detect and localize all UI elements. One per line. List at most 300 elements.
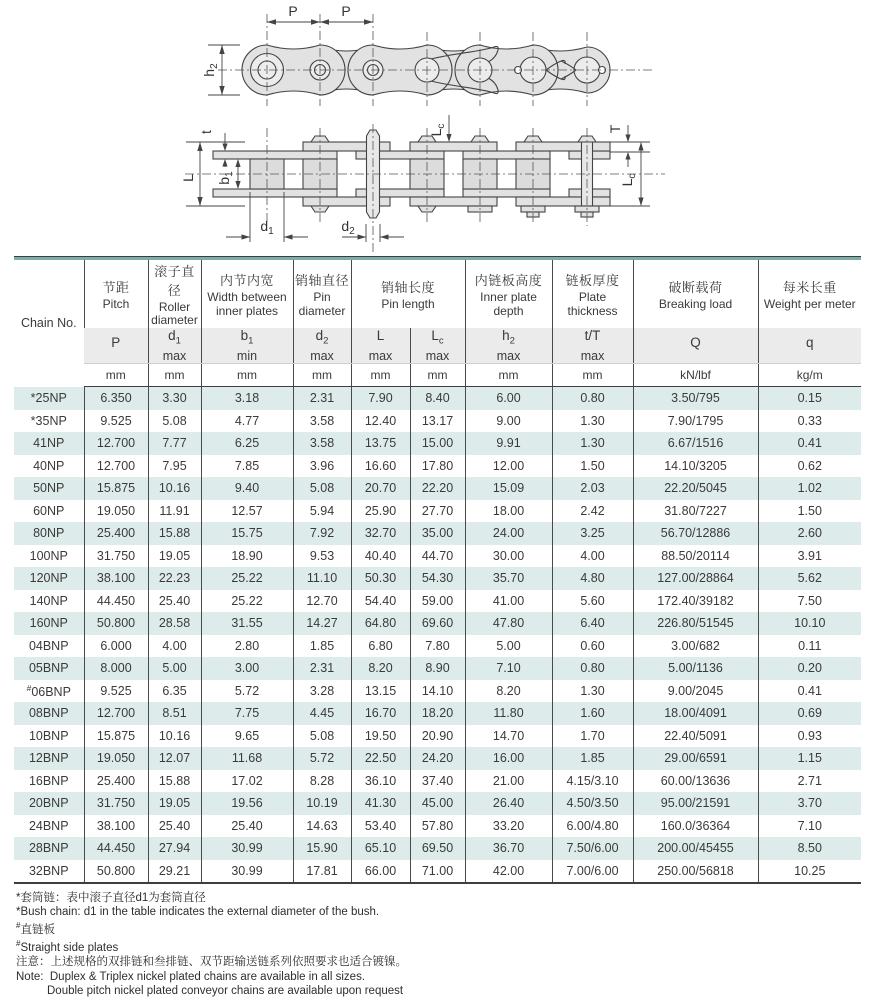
chain-no-cell: 04BNP bbox=[28, 638, 69, 653]
table-cell: 5.62 bbox=[758, 567, 861, 590]
table-cell: 8.20 bbox=[465, 680, 552, 703]
pitch-dim-label: P bbox=[288, 3, 298, 19]
h2-dim-label: $h_2$ bbox=[201, 63, 220, 77]
col-header-pin-diameter: 销轴直径 Pin diameter bbox=[293, 259, 351, 329]
table-cell: 26.40 bbox=[465, 792, 552, 815]
table-cell: 19.050 bbox=[84, 747, 148, 770]
table-cell: 13.15 bbox=[351, 680, 410, 703]
table-cell: 18.00 bbox=[465, 500, 552, 523]
table-cell: 18.00/4091 bbox=[633, 702, 758, 725]
symbol-cell: $d_2$ max bbox=[293, 328, 351, 364]
footnote-line: Note: Duplex & Triplex nickel plated chains are available in all sizes. bbox=[16, 970, 366, 983]
table-cell: 14.10 bbox=[410, 680, 465, 703]
unit-cell: mm bbox=[201, 364, 293, 387]
table-cell: 44.450 bbox=[84, 590, 148, 613]
chain-no-cell: 12BNP bbox=[14, 747, 84, 770]
table-cell: 12.07 bbox=[148, 747, 201, 770]
col-header-inner-plate-depth: 内链板高度 Inner plate depth bbox=[465, 259, 552, 329]
table-cell: 7.10 bbox=[758, 815, 861, 838]
table-cell: 15.75 bbox=[201, 522, 293, 545]
symbol-cell: P bbox=[84, 328, 148, 364]
table-cell: 6.35 bbox=[148, 680, 201, 703]
table-cell: 41.30 bbox=[351, 792, 410, 815]
table-cell: 0.15 bbox=[758, 387, 861, 410]
table-cell: 1.70 bbox=[552, 725, 633, 748]
chain-no-cell: *25NP bbox=[14, 387, 84, 410]
chain-drawing-svg bbox=[0, 0, 874, 256]
table-cell: 8.40 bbox=[410, 387, 465, 410]
table-cell: 25.22 bbox=[201, 567, 293, 590]
chain-spec-table bbox=[14, 257, 861, 884]
chain-no-cell: 28BNP bbox=[14, 837, 84, 860]
footnote-line: 注意：上述规格的双排链和叁排链、双节距输送链系列依照要求也适合镀镍。 bbox=[16, 956, 407, 969]
table-cell: 18.90 bbox=[201, 545, 293, 568]
table-cell: 5.60 bbox=[552, 590, 633, 613]
table-cell: 15.875 bbox=[84, 477, 148, 500]
symbol-cell: Q bbox=[633, 328, 758, 364]
col-header-plate-thickness: 链板厚度 Plate thickness bbox=[552, 259, 633, 329]
table-cell: 5.72 bbox=[293, 747, 351, 770]
table-cell: 14.70 bbox=[465, 725, 552, 748]
table-cell: 7.92 bbox=[293, 522, 351, 545]
table-row bbox=[14, 522, 861, 545]
table-cell: 10.19 bbox=[293, 792, 351, 815]
table-cell: 6.350 bbox=[84, 387, 148, 410]
table-cell: 2.71 bbox=[758, 770, 861, 793]
table-cell: 3.25 bbox=[552, 522, 633, 545]
table-cell: 18.20 bbox=[410, 702, 465, 725]
table-cell: 5.00 bbox=[148, 657, 201, 680]
table-cell: 44.450 bbox=[84, 837, 148, 860]
table-cell: 65.10 bbox=[351, 837, 410, 860]
table-cell: 9.65 bbox=[201, 725, 293, 748]
table-cell: 7.90 bbox=[351, 387, 410, 410]
table-cell: 15.88 bbox=[148, 770, 201, 793]
table-cell: 4.80 bbox=[552, 567, 633, 590]
table-cell: 12.700 bbox=[84, 432, 148, 455]
unit-cell: mm bbox=[552, 364, 633, 387]
table-body bbox=[14, 387, 861, 884]
table-row bbox=[14, 792, 861, 815]
table-cell: 50.30 bbox=[351, 567, 410, 590]
table-cell: 0.62 bbox=[758, 455, 861, 478]
d1-dim-label: $d_1$ bbox=[260, 218, 274, 237]
table-cell: 8.90 bbox=[410, 657, 465, 680]
table-cell: 6.000 bbox=[84, 635, 148, 658]
table-cell: 226.80/51545 bbox=[633, 612, 758, 635]
table-cell: 3.00/682 bbox=[633, 635, 758, 658]
table-cell: 22.20/5045 bbox=[633, 477, 758, 500]
table-cell: 9.91 bbox=[465, 432, 552, 455]
table-cell: 127.00/28864 bbox=[633, 567, 758, 590]
chain-no-header: Chain No. bbox=[20, 316, 77, 331]
table-cell: 4.77 bbox=[201, 410, 293, 433]
col-header-pitch: 节距 Pitch bbox=[84, 259, 148, 329]
table-cell: 1.15 bbox=[758, 747, 861, 770]
table-cell: 53.40 bbox=[351, 815, 410, 838]
table-cell: 19.05 bbox=[148, 545, 201, 568]
unit-cell: mm bbox=[148, 364, 201, 387]
table-row bbox=[14, 590, 861, 613]
chain-no-cell: 05BNP bbox=[14, 657, 84, 680]
table-cell: 12.700 bbox=[84, 455, 148, 478]
table-cell: 14.27 bbox=[293, 612, 351, 635]
table-cell: 160.0/36364 bbox=[633, 815, 758, 838]
table-cell: 200.00/45455 bbox=[633, 837, 758, 860]
table-row bbox=[14, 815, 861, 838]
table-row bbox=[14, 410, 861, 433]
unit-cell: mm bbox=[351, 364, 410, 387]
table-cell: 5.00 bbox=[465, 635, 552, 658]
b1-dim-label: $b_1$ bbox=[216, 171, 235, 185]
unit-cell: mm bbox=[410, 364, 465, 387]
chain-no-cell: 08BNP bbox=[14, 702, 84, 725]
t-upper-dim-label: T bbox=[607, 124, 623, 134]
table-row bbox=[14, 567, 861, 590]
table-cell: 22.40/5091 bbox=[633, 725, 758, 748]
table-cell: 12.57 bbox=[201, 500, 293, 523]
table-cell: 3.28 bbox=[293, 680, 351, 703]
table-row bbox=[14, 725, 861, 748]
col-header-inner-width: 内节内宽 Width between inner plates bbox=[201, 259, 293, 329]
table-cell: 21.00 bbox=[465, 770, 552, 793]
symbol-cell: $d_1$ max bbox=[148, 328, 201, 364]
chain-no-cell: #06BNP bbox=[26, 682, 71, 699]
chain-no-cell: 41NP bbox=[14, 432, 84, 455]
table-cell: 4.15/3.10 bbox=[552, 770, 633, 793]
table-cell: 30.99 bbox=[201, 860, 293, 884]
table-cell: 35.00 bbox=[410, 522, 465, 545]
table-cell: 6.67/1516 bbox=[633, 432, 758, 455]
table-cell: 2.42 bbox=[552, 500, 633, 523]
table-cell: 31.750 bbox=[84, 792, 148, 815]
col-header-pin-length: 销轴长度 Pin length bbox=[351, 259, 465, 329]
chain-no-cell: 120NP bbox=[14, 567, 84, 590]
table-cell: 0.69 bbox=[758, 702, 861, 725]
table-row bbox=[14, 545, 861, 568]
unit-cell: kg/m bbox=[758, 364, 861, 387]
table-header-row bbox=[14, 259, 861, 329]
l-dim-label: L bbox=[180, 174, 196, 182]
table-cell: 7.90/1795 bbox=[633, 410, 758, 433]
table-cell: 31.55 bbox=[201, 612, 293, 635]
table-cell: 7.80 bbox=[410, 635, 465, 658]
table-cell: 15.88 bbox=[148, 522, 201, 545]
table-cell: 31.750 bbox=[84, 545, 148, 568]
table-cell: 7.95 bbox=[148, 455, 201, 478]
table-cell: 0.60 bbox=[552, 635, 633, 658]
table-cell: 3.91 bbox=[758, 545, 861, 568]
table-cell: 37.40 bbox=[410, 770, 465, 793]
table-cell: 13.17 bbox=[410, 410, 465, 433]
d2-dim-label: $d_2$ bbox=[341, 218, 355, 237]
table-cell: 50.800 bbox=[84, 612, 148, 635]
symbol-row bbox=[14, 328, 861, 364]
table-cell: 16.00 bbox=[465, 747, 552, 770]
table-cell: 17.81 bbox=[293, 860, 351, 884]
table-cell: 3.50/795 bbox=[633, 387, 758, 410]
table-row bbox=[14, 432, 861, 455]
table-row bbox=[14, 702, 861, 725]
chain-no-cell: 60NP bbox=[33, 503, 65, 518]
table-cell: 47.80 bbox=[465, 612, 552, 635]
unit-cell: mm bbox=[465, 364, 552, 387]
table-cell: 45.00 bbox=[410, 792, 465, 815]
table-cell: 14.10/3205 bbox=[633, 455, 758, 478]
table-cell: 17.80 bbox=[410, 455, 465, 478]
table-cell: 2.31 bbox=[293, 387, 351, 410]
table-cell: 6.00/4.80 bbox=[552, 815, 633, 838]
table-cell: 9.525 bbox=[84, 410, 148, 433]
table-cell: 5.94 bbox=[293, 500, 351, 523]
table-cell: 15.90 bbox=[293, 837, 351, 860]
table-cell: 28.58 bbox=[148, 612, 201, 635]
chain-no-cell: 80NP bbox=[14, 522, 84, 545]
table-cell: 4.00 bbox=[148, 635, 201, 658]
table-cell: 69.60 bbox=[410, 612, 465, 635]
table-cell: 19.50 bbox=[351, 725, 410, 748]
chain-no-cell: 50NP bbox=[14, 477, 84, 500]
table-cell: 2.31 bbox=[293, 657, 351, 680]
table-cell: 54.40 bbox=[351, 590, 410, 613]
table-cell: 6.80 bbox=[351, 635, 410, 658]
table-cell: 4.00 bbox=[552, 545, 633, 568]
table-row bbox=[14, 500, 861, 523]
footnote-line: #直链板 bbox=[16, 921, 55, 937]
footnote-line: #Straight side plates bbox=[16, 939, 119, 955]
table-cell: 8.20 bbox=[351, 657, 410, 680]
table-cell: 38.100 bbox=[84, 815, 148, 838]
table-cell: 13.75 bbox=[351, 432, 410, 455]
table-cell: 0.11 bbox=[758, 635, 861, 658]
table-cell: 25.40 bbox=[148, 590, 201, 613]
table-cell: 4.45 bbox=[293, 702, 351, 725]
table-cell: 6.25 bbox=[201, 432, 293, 455]
table-cell: 16.70 bbox=[351, 702, 410, 725]
table-row bbox=[14, 680, 861, 703]
chain-no-cell: 100NP bbox=[29, 548, 68, 563]
table-row bbox=[14, 387, 861, 410]
table-cell: 10.16 bbox=[148, 725, 201, 748]
chain-no-cell: 140NP bbox=[29, 593, 68, 608]
table-cell: 7.77 bbox=[148, 432, 201, 455]
table-cell: 9.525 bbox=[84, 680, 148, 703]
table-cell: 3.96 bbox=[293, 455, 351, 478]
table-cell: 22.20 bbox=[410, 477, 465, 500]
table-cell: 1.60 bbox=[552, 702, 633, 725]
chain-no-cell: 16BNP bbox=[28, 773, 69, 788]
table-cell: 6.40 bbox=[552, 612, 633, 635]
chain-no-cell: 20BNP bbox=[14, 792, 84, 815]
table-cell: 20.90 bbox=[410, 725, 465, 748]
table-cell: 7.00/6.00 bbox=[552, 860, 633, 884]
table-cell: 95.00/21591 bbox=[633, 792, 758, 815]
table-cell: 40.40 bbox=[351, 545, 410, 568]
table-cell: 5.08 bbox=[293, 477, 351, 500]
table-cell: 12.70 bbox=[293, 590, 351, 613]
col-header-breaking-load: 破断载荷 Breaking load bbox=[633, 259, 758, 329]
table-cell: 36.70 bbox=[465, 837, 552, 860]
table-cell: 22.50 bbox=[351, 747, 410, 770]
table-cell: 9.00 bbox=[465, 410, 552, 433]
table-row bbox=[14, 860, 861, 884]
symbol-cell: t/T max bbox=[552, 328, 633, 364]
symbol-cell: $L_c$ max bbox=[410, 328, 465, 364]
table-cell: 172.40/39182 bbox=[633, 590, 758, 613]
table-cell: 11.80 bbox=[465, 702, 552, 725]
chain-no-cell: *35NP bbox=[30, 413, 67, 428]
table-cell: 25.90 bbox=[351, 500, 410, 523]
chain-spec-table-wrap bbox=[14, 256, 861, 884]
table-row bbox=[14, 747, 861, 770]
col-header-weight: 每米长重 Weight per meter bbox=[758, 259, 861, 329]
table-cell: 0.80 bbox=[552, 387, 633, 410]
table-cell: 54.30 bbox=[410, 567, 465, 590]
table-cell: 19.050 bbox=[84, 500, 148, 523]
table-cell: 5.00/1136 bbox=[633, 657, 758, 680]
table-cell: 60.00/13636 bbox=[633, 770, 758, 793]
table-cell: 1.30 bbox=[552, 432, 633, 455]
table-cell: 5.08 bbox=[148, 410, 201, 433]
table-cell: 42.00 bbox=[465, 860, 552, 884]
table-cell: 7.75 bbox=[201, 702, 293, 725]
table-cell: 25.22 bbox=[201, 590, 293, 613]
table-cell: 88.50/20114 bbox=[633, 545, 758, 568]
pitch-dim-label: P bbox=[341, 3, 351, 19]
table-cell: 9.53 bbox=[293, 545, 351, 568]
table-cell: 25.40 bbox=[148, 815, 201, 838]
table-cell: 25.400 bbox=[84, 770, 148, 793]
table-cell: 8.000 bbox=[84, 657, 148, 680]
table-cell: 1.50 bbox=[552, 455, 633, 478]
table-cell: 15.875 bbox=[84, 725, 148, 748]
lc-right-dim-label: $L_c$ bbox=[619, 173, 638, 187]
table-cell: 16.60 bbox=[351, 455, 410, 478]
chain-no-cell: 24BNP bbox=[28, 818, 69, 833]
table-cell: 31.80/7227 bbox=[633, 500, 758, 523]
table-cell: 66.00 bbox=[351, 860, 410, 884]
table-cell: 1.30 bbox=[552, 680, 633, 703]
table-cell: 3.58 bbox=[293, 410, 351, 433]
table-cell: 19.05 bbox=[148, 792, 201, 815]
table-cell: 5.08 bbox=[293, 725, 351, 748]
table-cell: 7.50/6.00 bbox=[552, 837, 633, 860]
table-cell: 14.63 bbox=[293, 815, 351, 838]
lc-top-dim-label: $L_c$ bbox=[428, 123, 447, 137]
table-cell: 7.10 bbox=[465, 657, 552, 680]
table-cell: 3.58 bbox=[293, 432, 351, 455]
table-cell: 11.10 bbox=[293, 567, 351, 590]
table-cell: 7.50 bbox=[758, 590, 861, 613]
table-cell: 10.10 bbox=[758, 612, 861, 635]
table-cell: 250.00/56818 bbox=[633, 860, 758, 884]
table-cell: 29.00/6591 bbox=[633, 747, 758, 770]
table-cell: 3.70 bbox=[758, 792, 861, 815]
table-cell: 24.20 bbox=[410, 747, 465, 770]
clip-plates bbox=[468, 206, 599, 217]
table-cell: 9.40 bbox=[201, 477, 293, 500]
table-cell: 71.00 bbox=[410, 860, 465, 884]
table-cell: 64.80 bbox=[351, 612, 410, 635]
table-cell: 0.33 bbox=[758, 410, 861, 433]
table-cell: 57.80 bbox=[410, 815, 465, 838]
symbol-cell: $b_1$ min bbox=[201, 328, 293, 364]
table-cell: 12.40 bbox=[351, 410, 410, 433]
table-cell: 1.85 bbox=[552, 747, 633, 770]
table-cell: 27.70 bbox=[410, 500, 465, 523]
symbol-cell: $h_2$ max bbox=[465, 328, 552, 364]
table-cell: 9.00/2045 bbox=[633, 680, 758, 703]
table-cell: 25.40 bbox=[201, 815, 293, 838]
symbol-cell: q bbox=[758, 328, 861, 364]
table-cell: 3.00 bbox=[201, 657, 293, 680]
table-cell: 8.51 bbox=[148, 702, 201, 725]
table-row bbox=[14, 770, 861, 793]
table-cell: 7.85 bbox=[201, 455, 293, 478]
table-cell: 2.60 bbox=[758, 522, 861, 545]
footnotes bbox=[16, 891, 874, 998]
table-cell: 0.93 bbox=[758, 725, 861, 748]
table-cell: 1.30 bbox=[552, 410, 633, 433]
footnote-line: *套筒链：表中滚子直径d1为套筒直径 bbox=[16, 892, 206, 904]
table-cell: 10.16 bbox=[148, 477, 201, 500]
table-cell: 0.41 bbox=[758, 432, 861, 455]
table-cell: 4.50/3.50 bbox=[552, 792, 633, 815]
table-cell: 69.50 bbox=[410, 837, 465, 860]
table-cell: 2.03 bbox=[552, 477, 633, 500]
table-cell: 6.00 bbox=[465, 387, 552, 410]
col-header-roller-diameter: 滚子直径 Roller diameter bbox=[148, 259, 201, 329]
table-cell: 38.100 bbox=[84, 567, 148, 590]
table-cell: 22.23 bbox=[148, 567, 201, 590]
table-cell: 33.20 bbox=[465, 815, 552, 838]
table-row bbox=[14, 635, 861, 658]
table-cell: 30.99 bbox=[201, 837, 293, 860]
table-cell: 8.50 bbox=[758, 837, 861, 860]
unit-cell: kN/lbf bbox=[633, 364, 758, 387]
table-cell: 3.30 bbox=[148, 387, 201, 410]
table-cell: 17.02 bbox=[201, 770, 293, 793]
table-cell: 1.02 bbox=[758, 477, 861, 500]
t-dim-label: t bbox=[198, 130, 214, 134]
unit-cell: mm bbox=[293, 364, 351, 387]
table-cell: 25.400 bbox=[84, 522, 148, 545]
table-cell: 50.800 bbox=[84, 860, 148, 884]
table-row bbox=[14, 612, 861, 635]
table-cell: 10.25 bbox=[758, 860, 861, 884]
table-cell: 5.72 bbox=[201, 680, 293, 703]
table-cell: 29.21 bbox=[148, 860, 201, 884]
symbol-cell: L max bbox=[351, 328, 410, 364]
table-cell: 59.00 bbox=[410, 590, 465, 613]
table-cell: 44.70 bbox=[410, 545, 465, 568]
table-cell: 36.10 bbox=[351, 770, 410, 793]
table-cell: 11.68 bbox=[201, 747, 293, 770]
table-row bbox=[14, 837, 861, 860]
table-cell: 3.18 bbox=[201, 387, 293, 410]
units-row bbox=[14, 364, 861, 387]
table-cell: 30.00 bbox=[465, 545, 552, 568]
table-row bbox=[14, 657, 861, 680]
table-cell: 24.00 bbox=[465, 522, 552, 545]
chain-no-cell: 160NP bbox=[14, 612, 84, 635]
table-cell: 0.41 bbox=[758, 680, 861, 703]
table-cell: 20.70 bbox=[351, 477, 410, 500]
table-cell: 35.70 bbox=[465, 567, 552, 590]
table-cell: 12.700 bbox=[84, 702, 148, 725]
table-cell: 15.00 bbox=[410, 432, 465, 455]
footnote-line: *Bush chain: d1 in the table indicates the external diameter of the bush. bbox=[16, 906, 380, 919]
